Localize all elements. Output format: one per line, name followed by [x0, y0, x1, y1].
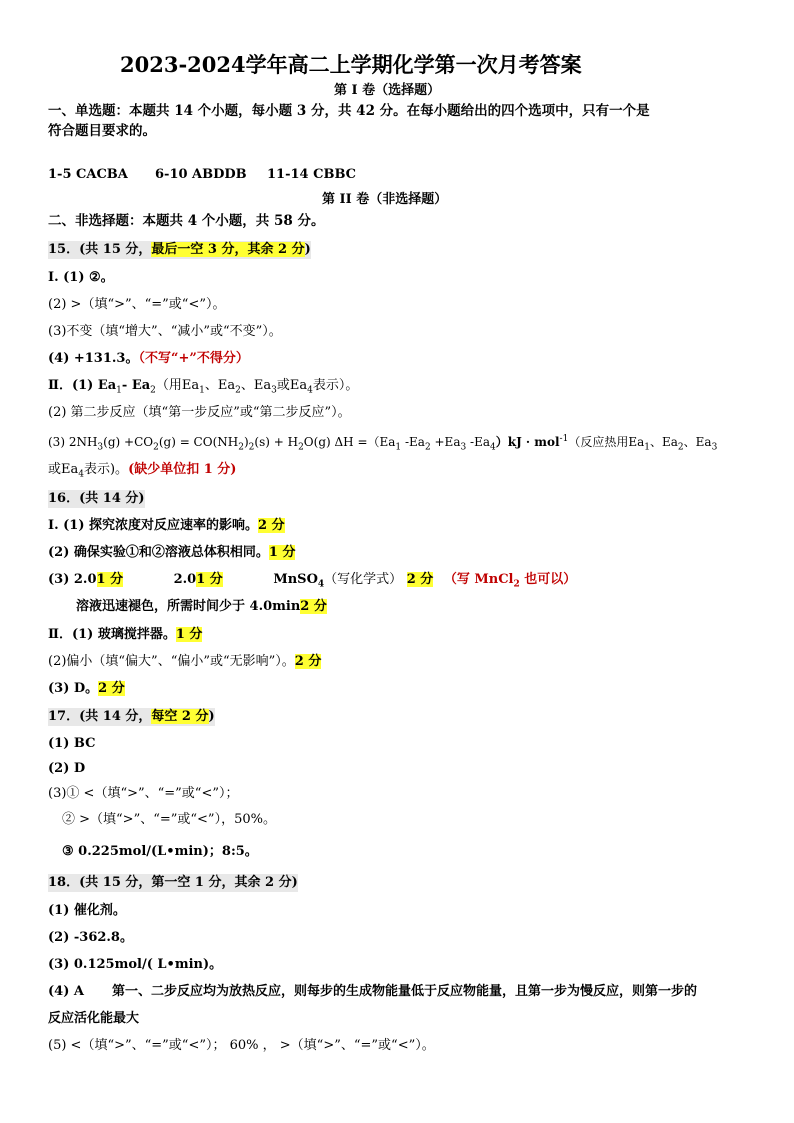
q15-i1: I. (1) ②。 — [48, 270, 114, 285]
q16-i2: (2) 确保实验①和②溶液总体积相同。1 分 — [48, 545, 296, 560]
q16-ii1: Ⅱ．(1) 玻璃搅拌器。1 分 — [48, 627, 203, 642]
mc-answers-1-5: 1-5 CACBA — [48, 167, 128, 182]
section1-line1: 一、单选题：本题共 14 个小题，每小题 3 分，共 42 分。在每小题给出的四个选项中，只有一个是 — [48, 103, 650, 119]
q18-a1: (1) 催化剂。 — [48, 903, 126, 918]
q18-a5: (5) <（填“>”、“=”或“<”）； 60% ， >（填“>”、“=”或“<”）。 — [48, 1038, 435, 1053]
q18-a4: (4) A 第一、二步反应均为放热反应，则每步的生成物能量低于反应物能量，且第一步为慢反应，则第一步的 — [48, 984, 697, 999]
mc-answers-11-14: 11-14 CBBC — [267, 167, 357, 182]
part1-title: 第 I 卷（选择题） — [334, 83, 441, 98]
q17-a1: (1) BC — [48, 736, 96, 751]
part2-title: 第 II 卷（非选择题） — [322, 192, 448, 207]
q18-a2: (2) -362.8。 — [48, 930, 133, 945]
q15-i3: (3)不变（填“增大”、“减小”或“不变”）。 — [48, 324, 282, 339]
q15-ii1: Ⅱ．(1) $Ea_1-$ $Ea_2$（用$Ea_1$、$Ea_2$、$Ea_3$或$Ea_4$表示）。 — [48, 378, 359, 396]
q16-ii3: (3) D。2 分 — [48, 681, 125, 696]
q18-a4-cont: 反应活化能最大 — [48, 1011, 140, 1026]
section2-title: 二、非选择题：本题共 4 个小题，共 58 分。 — [48, 213, 325, 229]
mc-answers-6-10: 6-10 ABDDB — [155, 167, 247, 182]
q15-ii3-cont: 或$Ea_4$表示)。(缺少单位扣 1 分) — [48, 462, 237, 480]
q17-a3-2: ② >（填“>”、“=”或“<”），50%。 — [62, 812, 276, 827]
q16-ii2: (2)偏小（填“偏大”、“偏小”或“无影响”）。2 分 — [48, 654, 322, 669]
q18-a3: (3) 0.125mol/( L•min)。 — [48, 957, 223, 972]
q15-ii2: (2) 第二步反应（填“第一步反应”或“第二步反应”）。 — [48, 405, 351, 420]
q17-a2: (2) D — [48, 761, 86, 776]
q18-heading: 18．(共 15 分，第一空 1 分，其余 2 分) — [48, 875, 298, 890]
q15-i2: (2) >（填“>”、“=”或“<”）。 — [48, 297, 226, 312]
q15-ii3: (3) $2NH_3(g) +CO_2(g) = CO(NH_2)_2(s) + H_2O(g)$ $\Delta H =(Ea_1$ $-Ea_2 +Ea_3$ $-Ea_4)kJ \cdot mol^{-1}$（反应热用$Ea_1$、$Ea_2$、$Ea_3$ — [48, 434, 718, 453]
q16-i3-line2: 溶液迅速褪色，所需时间少于 4.0min2 分 — [76, 599, 327, 614]
q17-a3-1: (3)① <（填“>”、“=”或“<”）； — [48, 786, 239, 801]
q16-i3: (3) 2.01 分 2.01 分 MnSO$_4$（写化学式） 2 分 （写 MnCl$_2$ 也可以） — [48, 572, 577, 590]
page-title: 2023-2024学年高二上学期化学第一次月考答案 — [120, 52, 582, 77]
q17-a3-3: ③ 0.225mol/(L•min)；8:5。 — [62, 844, 258, 859]
q16-i1: I. (1) 探究浓度对反应速率的影响。2 分 — [48, 518, 285, 533]
q16-heading: 16．(共 14 分) — [48, 491, 145, 506]
q15-i4: (4) +131.3。（不写“+”不得分） — [48, 351, 249, 366]
q15-heading: 15．(共 15 分，最后一空 3 分，其余 2 分) — [48, 242, 311, 257]
q17-heading: 17．(共 14 分，每空 2 分) — [48, 709, 215, 724]
section1-line2: 符合题目要求的。 — [48, 123, 156, 139]
